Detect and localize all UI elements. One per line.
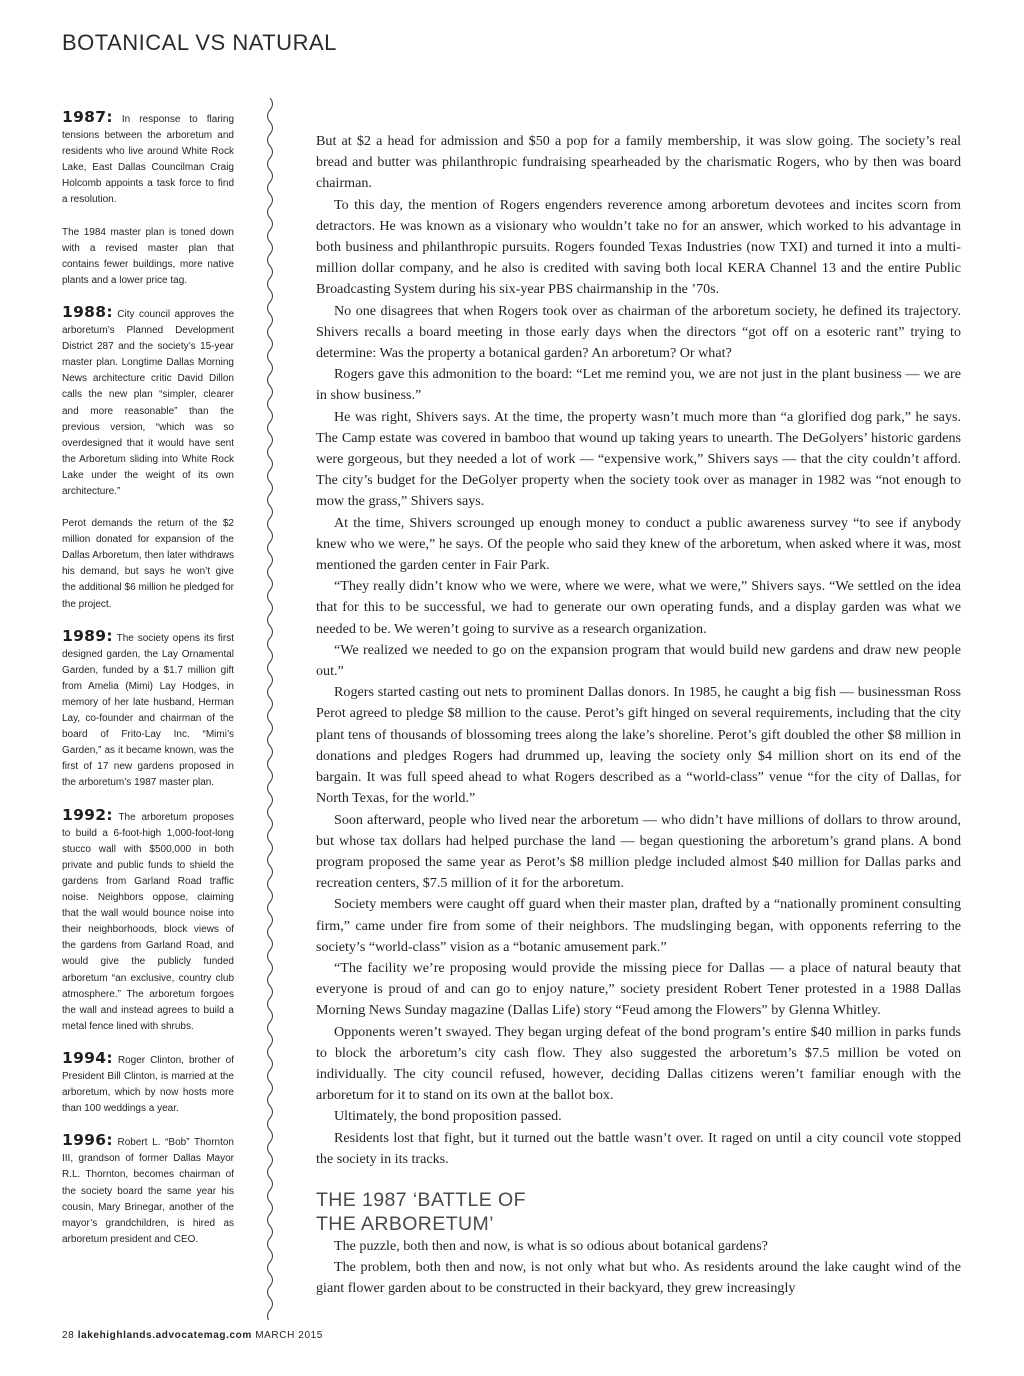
article-paragraph: Rogers gave this admonition to the board: “Let me remind you, we are not just in the plant business — we are in show business.” <box>316 366 961 404</box>
article-paragraph: “They really didn’t know who we were, where we were, what we were,” Shivers says. “We settled on the idea that for this to be successful, we had to generate our own operating funds, and a display garden was what we needed to be. We weren’t going to survive as a research organization. <box>316 578 961 637</box>
article-paragraph: But at $2 a head for admission and $50 a pop for a family membership, it was slow going. The society’s real bread and butter was philanthropic fundraising spearheaded by the charismatic Rogers, who by then was board chairman. <box>316 133 961 192</box>
article-paragraph: To this day, the mention of Rogers engenders reverence among arboretum devotees and incites scorn from detractors. He was known as a visionary who wouldn’t take no for an answer, which worked to his advantage in both business and philanthropic pursuits. Rogers founded Texas Industries (now TXI) and turned it into a multi-million dollar company, and he also is credited with saving both local KERA Channel 13 and the entire Public Broadcasting System during his six-year PBS chairmanship in the ’70s. <box>316 196 961 298</box>
timeline-text: The 1984 master plan is toned down with a revised master plan that contains fewer buildings, more native plants and a lower price tag. <box>62 226 234 286</box>
article-paragraph: The problem, both then and now, is not only what but who. As residents around the lake caught wind of the giant flower garden about to be constructed in their backyard, they grew increasingly <box>316 1259 961 1297</box>
timeline-entry <box>62 302 235 500</box>
page-number: 28 <box>62 1330 75 1341</box>
article-paragraph: Residents lost that fight, but it turned out the battle wasn’t over. It raged on until a city council vote stopped the society in its tracks. <box>316 1129 961 1167</box>
article-paragraph: At the time, Shivers scrounged up enough money to conduct a public awareness survey “to see if anybody knew who we were,” he says. Of the people who said they knew of the arboretum, when asked where it was, most mentioned the garden center in Fair Park. <box>316 514 961 574</box>
section-title: BOTANICAL VS NATURAL <box>62 30 337 55</box>
article-paragraph: No one disagrees that when Rogers took over as chairman of the arboretum society, he defined its trajectory. Shivers recalls a board meeting in those early days when the directors “got off on a esoteric rant” trying to determine: Was the property a botanical garden? An arboretum? Or what? <box>316 302 961 362</box>
timeline-year: 1988: <box>62 302 113 321</box>
footer-url: lakehighlands.advocatemag.com <box>77 1330 252 1341</box>
timeline-entry <box>62 110 234 209</box>
timeline-year: 1994: <box>62 1048 113 1067</box>
timeline-year: 1987: <box>62 108 113 126</box>
timeline-year: 1989: <box>62 626 113 645</box>
timeline-entry <box>62 805 234 1035</box>
timeline-entry <box>62 516 234 613</box>
timeline-entry <box>62 225 234 289</box>
subhead-line: THE ARBORETUM’ <box>316 1212 494 1235</box>
timeline-text: City council approves the arboretum’s Planned Development District 287 and the society’s 15-year master plan. Longtime Dallas Morning News architecture critic David Dillon calls the new plan “simpler, clearer and more reasonable” than the previous version, “which was so overdesigned that it would have sent the Arboretum sliding into White Rock Lake under the weight of its own architecture.” <box>62 308 235 497</box>
timeline-year: 1992: <box>62 805 113 824</box>
timeline-entry <box>62 626 234 792</box>
timeline-text: The arboretum proposes to build a 6-foot-high 1,000-foot-long stucco wall with $500,000 in both private and public funds to shield the gardens from Garland Road traffic noise. Neighbors oppose, claiming that the wall would bounce noise into their neighborhoods, block views of the gardens from Garland Road, and would give the publicly funded arboretum “an exclusive, country club atmosphere.” The arboretum forgoes the wall and instead agrees to build a metal fence lined with shrubs. <box>62 811 234 1032</box>
timeline-text: Perot demands the return of the $2 million donated for expansion of the Dallas Arboretum, then later withdraws his demand, but says he won’t give the additional $6 million he pledged for the project. <box>62 518 234 610</box>
article-paragraph: “The facility we’re proposing would provide the missing piece for Dallas — a place of natural beauty that everyone is proud of and can go to enjoy nature,” society president Robert Tener protested in a 1988 Dallas Morning News Sunday magazine (Dallas Life) story “Feud among the Flowers” by Glenna Whitley. <box>316 959 961 1019</box>
article-paragraph: Opponents weren’t swayed. They began urging defeat of the bond program’s entire $40 million in parks funds to block the arboretum’s city cash flow. They also suggested the arboretum’s $7.5 million be voted on individually. The city council refused, however, deciding Dallas citizens weren’t familiar enough with the arboretum for it to stand on its own at the ballot box. <box>316 1023 961 1104</box>
article-paragraph: He was right, Shivers says. At the time, the property wasn’t much more than “a glorified dog park,” he says. The Camp estate was covered in bamboo that wound up taking years to unearth. The DeGolyers’ historic gardens were gorgeous, but they needed a lot of work — “expensive work,” Shivers says — that the city couldn’t afford. The city’s budget for the DeGolyer property when the society took over as manager in 1982 was “not enough to mow the grass,” Shivers says. <box>316 408 961 510</box>
wavy-divider <box>262 98 278 1320</box>
article-paragraph: Society members were caught off guard when their master plan, drafted by a “nationally prominent consulting firm,” came under fire from some of their neighbors. The mudslinging began, with opponents referring to the society’s “world-class” vision as a “botanic amusement park.” <box>316 896 961 955</box>
article-paragraph: Ultimately, the bond proposition passed. <box>334 1108 562 1125</box>
timeline-text: Roger Clinton, brother of President Bill Clinton, is married at the arboretum, which by now hosts more than 100 weddings a year. <box>62 1054 234 1115</box>
timeline-sidebar <box>62 110 234 1264</box>
timeline-text: In response to flaring tensions between the arboretum and residents who live around White Rock Lake, East Dallas Councilman Craig Holcomb appoints a task force to find a resolution. <box>62 114 235 206</box>
issue-date: MARCH 2015 <box>255 1330 323 1341</box>
timeline-entry <box>62 1048 234 1117</box>
article-paragraph: “We realized we needed to go on the expansion program that would build new gardens and draw new people out.” <box>316 641 961 680</box>
timeline-entry <box>62 1133 234 1248</box>
subhead-line: THE 1987 ‘BATTLE OF <box>316 1188 526 1211</box>
timeline-text: The society opens its first designed garden, the Lay Ornamental Garden, funded by a $1.7 million gift from Amelia (Mimi) Lay Hodges, in memory of her late husband, Herman Lay, co-founder and chairman of the board of Frito-Lay Inc. “Mimi’s Garden,” as it became known, was the first of 17 new gardens proposed in the arboretum’s 1987 master plan. <box>62 632 234 789</box>
timeline-text: Robert L. “Bob” Thornton III, grandson of former Dallas Mayor R.L. Thornton, becomes chairman of the society board the same year his cousin, Mary Brinegar, another of the mayor’s grandchildren, is hired as arboretum president and CEO. <box>62 1137 234 1245</box>
article-paragraph: Rogers started casting out nets to prominent Dallas donors. In 1985, he caught a big fish — businessman Ross Perot agreed to pledge $8 million to the cause. Perot’s gift hinged on several requirements, including that the city plant tens of thousands of blossoming trees along the lake’s shoreline. Perot’s gift doubled the other $8 million in donations and pledges Rogers had drummed up, leaving the society only $4 million short on its end of the bargain. It was full speed ahead to what Rogers described as a “world-class” venue “for the city of Dallas, for North Texas, for the world.” <box>316 684 961 807</box>
article-paragraph: Soon afterward, people who lived near the arboretum — who didn’t have millions of dollars to throw around, but whose tax dollars had helped purchase the land — began questioning the arboretum’s grand plans. A bond program proposed the same year as Perot’s $8 million pledge included almost $40 million for Dallas parks and recreation centers, $7.5 million of it for the arboretum. <box>316 811 961 892</box>
timeline-year: 1996: <box>62 1131 113 1150</box>
article-body <box>316 131 961 1300</box>
subhead <box>316 1188 961 1236</box>
page-footer <box>62 1330 323 1341</box>
article-paragraph: The puzzle, both then and now, is what is so odious about botanical gardens? <box>334 1237 768 1254</box>
